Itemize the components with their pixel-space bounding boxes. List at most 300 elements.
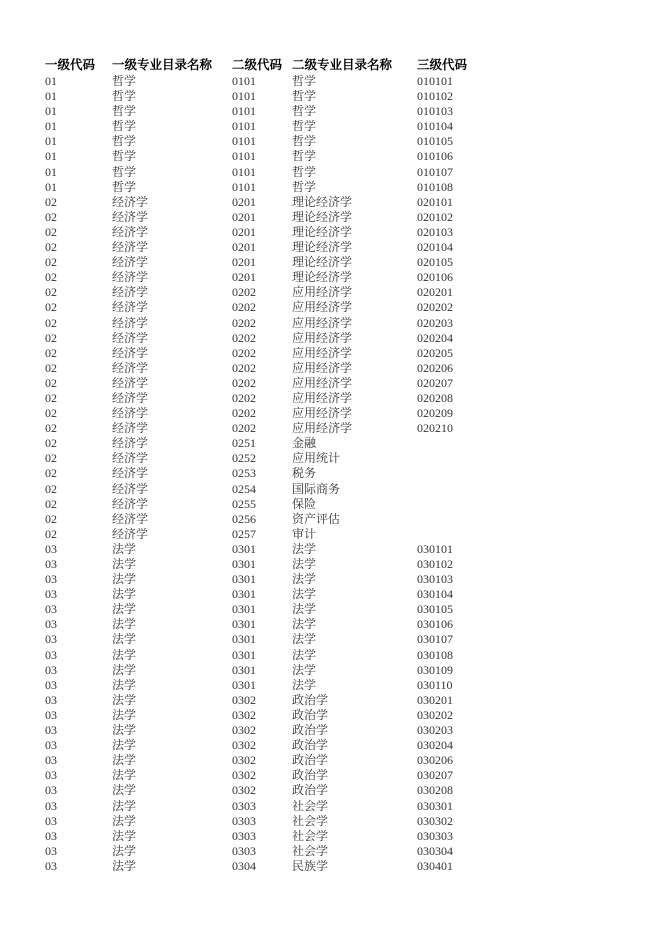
cell: 法学 <box>112 738 137 753</box>
cell: 030201 <box>417 692 453 707</box>
cell: 理论经济学 <box>292 209 353 224</box>
cell: 0201 <box>232 255 256 270</box>
cell: 01 <box>45 89 57 104</box>
cell: 理论经济学 <box>292 240 353 255</box>
cell <box>417 497 507 512</box>
cell: 民族学 <box>292 858 329 873</box>
cell: 030102 <box>417 557 453 571</box>
cell: 02 <box>45 345 57 360</box>
cell: 0302 <box>232 768 256 783</box>
table-row <box>45 768 507 783</box>
cell: 经济学 <box>112 526 149 541</box>
column-header-0: 一级代码 <box>45 58 96 72</box>
column-header-4: 三级代码 <box>417 58 468 72</box>
cell: 03 <box>45 617 57 632</box>
cell: 020103 <box>417 224 453 239</box>
table-row <box>45 859 507 874</box>
cell: 020105 <box>417 255 453 270</box>
cell: 0201 <box>232 194 256 209</box>
cell: 0302 <box>232 783 256 798</box>
cell: 03 <box>45 632 57 647</box>
table-row <box>45 723 507 738</box>
cell: 经济学 <box>112 375 149 390</box>
table-row <box>45 663 507 678</box>
cell: 01 <box>45 119 57 134</box>
cell: 030101 <box>417 541 453 556</box>
cell: 理论经济学 <box>292 224 353 239</box>
table-header-row <box>45 57 507 74</box>
cell: 01 <box>45 149 57 164</box>
cell: 0251 <box>232 436 256 451</box>
cell: 02 <box>45 270 57 285</box>
cell: 020201 <box>417 285 453 300</box>
cell: 02 <box>45 315 57 330</box>
cell: 法学 <box>112 587 137 602</box>
cell: 0301 <box>232 632 256 647</box>
cell: 0255 <box>232 496 256 511</box>
cell <box>417 466 507 481</box>
cell: 02 <box>45 481 57 496</box>
cell: 030109 <box>417 662 453 677</box>
cell: 03 <box>45 723 57 738</box>
table-row <box>45 74 507 89</box>
cell: 哲学 <box>292 89 317 104</box>
cell: 02 <box>45 511 57 526</box>
cell: 理论经济学 <box>292 255 353 270</box>
cell: 010105 <box>417 134 453 149</box>
discipline-catalog-table <box>45 57 507 874</box>
cell: 0302 <box>232 723 256 738</box>
table-row <box>45 436 507 451</box>
cell: 02 <box>45 375 57 390</box>
cell: 法学 <box>112 753 137 768</box>
cell: 政治学 <box>292 768 329 783</box>
cell: 法学 <box>112 768 137 783</box>
cell: 政治学 <box>292 753 329 768</box>
cell: 法学 <box>112 662 137 677</box>
cell: 03 <box>45 843 57 858</box>
cell: 0301 <box>232 557 256 571</box>
cell: 03 <box>45 662 57 677</box>
cell: 审计 <box>292 526 317 541</box>
table-row <box>45 376 507 391</box>
table-row <box>45 844 507 859</box>
cell: 030208 <box>417 783 453 798</box>
cell: 0301 <box>232 662 256 677</box>
cell: 030207 <box>417 768 453 783</box>
table-row <box>45 693 507 708</box>
cell: 法学 <box>112 723 137 738</box>
cell: 0301 <box>232 617 256 632</box>
cell: 03 <box>45 602 57 617</box>
cell: 0201 <box>232 224 256 239</box>
cell: 010101 <box>417 74 453 88</box>
cell: 应用经济学 <box>292 375 353 390</box>
cell: 02 <box>45 436 57 451</box>
cell: 哲学 <box>112 104 137 119</box>
cell: 应用经济学 <box>292 330 353 345</box>
cell: 0256 <box>232 511 256 526</box>
cell: 经济学 <box>112 194 149 209</box>
table-row <box>45 829 507 844</box>
cell: 0301 <box>232 587 256 602</box>
cell: 03 <box>45 707 57 722</box>
cell: 0254 <box>232 481 256 496</box>
cell: 020202 <box>417 300 453 315</box>
cell: 030104 <box>417 587 453 602</box>
cell: 020207 <box>417 375 453 390</box>
cell: 哲学 <box>112 89 137 104</box>
table-row <box>45 331 507 346</box>
cell: 经济学 <box>112 240 149 255</box>
cell: 0101 <box>232 134 256 149</box>
cell: 经济学 <box>112 270 149 285</box>
cell: 社会学 <box>292 798 329 813</box>
cell: 国际商务 <box>292 481 341 496</box>
cell: 01 <box>45 179 57 194</box>
cell: 0101 <box>232 119 256 134</box>
cell: 经济学 <box>112 496 149 511</box>
cell: 0303 <box>232 798 256 813</box>
cell: 0302 <box>232 738 256 753</box>
table-row <box>45 678 507 693</box>
table-row <box>45 195 507 210</box>
cell: 社会学 <box>292 828 329 843</box>
cell: 保险 <box>292 496 317 511</box>
cell: 0253 <box>232 466 256 481</box>
cell: 0101 <box>232 104 256 119</box>
cell: 法学 <box>112 828 137 843</box>
cell: 哲学 <box>112 179 137 194</box>
cell: 010106 <box>417 149 453 164</box>
cell: 哲学 <box>112 119 137 134</box>
cell: 经济学 <box>112 255 149 270</box>
cell: 0101 <box>232 164 256 179</box>
cell: 0304 <box>232 858 256 873</box>
cell: 法学 <box>292 602 317 617</box>
cell: 0101 <box>232 179 256 194</box>
cell: 010108 <box>417 179 453 194</box>
table-row <box>45 799 507 814</box>
cell: 0202 <box>232 330 256 345</box>
cell: 0202 <box>232 285 256 300</box>
cell: 030202 <box>417 707 453 722</box>
cell: 社会学 <box>292 843 329 858</box>
cell: 030401 <box>417 858 453 873</box>
cell: 应用经济学 <box>292 360 353 375</box>
cell: 0202 <box>232 345 256 360</box>
cell: 03 <box>45 572 57 587</box>
cell: 0301 <box>232 677 256 692</box>
cell: 法学 <box>292 662 317 677</box>
cell: 法学 <box>112 798 137 813</box>
cell: 0101 <box>232 89 256 104</box>
cell: 经济学 <box>112 209 149 224</box>
cell: 经济学 <box>112 285 149 300</box>
cell: 02 <box>45 224 57 239</box>
cell: 法学 <box>112 557 137 571</box>
table-row <box>45 316 507 331</box>
cell: 法学 <box>292 541 317 556</box>
cell: 哲学 <box>112 74 137 88</box>
table-row <box>45 240 507 255</box>
table-row <box>45 497 507 512</box>
cell <box>417 436 507 451</box>
cell: 法学 <box>292 572 317 587</box>
table-row <box>45 134 507 149</box>
cell: 法学 <box>292 632 317 647</box>
cell: 哲学 <box>292 134 317 149</box>
table-row <box>45 285 507 300</box>
cell: 02 <box>45 451 57 466</box>
cell: 01 <box>45 134 57 149</box>
cell: 030206 <box>417 753 453 768</box>
cell: 010107 <box>417 164 453 179</box>
cell: 020106 <box>417 270 453 285</box>
cell: 030107 <box>417 632 453 647</box>
cell: 0202 <box>232 360 256 375</box>
table-row <box>45 165 507 180</box>
cell: 0303 <box>232 828 256 843</box>
cell: 应用经济学 <box>292 285 353 300</box>
cell: 法学 <box>292 557 317 571</box>
table-header <box>45 57 507 74</box>
table-row <box>45 557 507 572</box>
cell: 资产评估 <box>292 511 341 526</box>
cell: 03 <box>45 692 57 707</box>
cell: 0202 <box>232 421 256 436</box>
cell: 03 <box>45 753 57 768</box>
cell: 020206 <box>417 360 453 375</box>
cell: 030108 <box>417 647 453 662</box>
cell: 经济学 <box>112 451 149 466</box>
cell <box>417 451 507 466</box>
column-header-3: 二级专业目录名称 <box>292 58 393 72</box>
cell: 应用经济学 <box>292 345 353 360</box>
cell <box>417 527 507 542</box>
cell: 哲学 <box>292 164 317 179</box>
cell: 哲学 <box>292 179 317 194</box>
cell: 0201 <box>232 270 256 285</box>
table-body <box>45 74 507 874</box>
table-row <box>45 180 507 195</box>
cell: 02 <box>45 466 57 481</box>
cell: 0301 <box>232 602 256 617</box>
cell: 0202 <box>232 406 256 421</box>
cell: 哲学 <box>112 164 137 179</box>
table-row <box>45 542 507 557</box>
table-row <box>45 255 507 270</box>
table-row <box>45 406 507 421</box>
table-row <box>45 361 507 376</box>
cell: 0303 <box>232 813 256 828</box>
table-row <box>45 225 507 240</box>
cell: 政治学 <box>292 723 329 738</box>
cell: 税务 <box>292 466 317 481</box>
cell: 哲学 <box>112 149 137 164</box>
table-row <box>45 270 507 285</box>
table-row <box>45 632 507 647</box>
cell: 02 <box>45 526 57 541</box>
table-row <box>45 346 507 361</box>
cell: 01 <box>45 74 57 88</box>
cell: 经济学 <box>112 224 149 239</box>
cell: 法学 <box>112 707 137 722</box>
cell <box>417 512 507 527</box>
cell: 哲学 <box>292 149 317 164</box>
cell: 030304 <box>417 843 453 858</box>
table-row <box>45 708 507 723</box>
cell: 0101 <box>232 149 256 164</box>
cell: 法学 <box>112 541 137 556</box>
cell: 应用经济学 <box>292 315 353 330</box>
cell: 02 <box>45 255 57 270</box>
cell: 030302 <box>417 813 453 828</box>
cell: 社会学 <box>292 813 329 828</box>
cell: 应用经济学 <box>292 300 353 315</box>
cell: 03 <box>45 783 57 798</box>
cell: 030303 <box>417 828 453 843</box>
cell: 法学 <box>112 647 137 662</box>
cell: 法学 <box>292 647 317 662</box>
cell: 0202 <box>232 375 256 390</box>
cell: 应用经济学 <box>292 421 353 436</box>
table-row <box>45 783 507 798</box>
cell: 0201 <box>232 240 256 255</box>
cell: 经济学 <box>112 300 149 315</box>
cell: 经济学 <box>112 511 149 526</box>
cell: 020101 <box>417 194 453 209</box>
cell: 020208 <box>417 390 453 405</box>
cell: 030110 <box>417 677 453 692</box>
cell: 020104 <box>417 240 453 255</box>
cell: 理论经济学 <box>292 194 353 209</box>
table-row <box>45 587 507 602</box>
cell: 法学 <box>112 632 137 647</box>
cell: 经济学 <box>112 330 149 345</box>
cell: 02 <box>45 330 57 345</box>
cell: 法学 <box>112 677 137 692</box>
cell: 02 <box>45 300 57 315</box>
document-page <box>45 57 507 874</box>
cell: 03 <box>45 647 57 662</box>
cell: 经济学 <box>112 406 149 421</box>
cell: 0202 <box>232 315 256 330</box>
cell: 哲学 <box>292 119 317 134</box>
cell: 02 <box>45 496 57 511</box>
cell: 030106 <box>417 617 453 632</box>
cell: 0201 <box>232 209 256 224</box>
cell: 0301 <box>232 647 256 662</box>
cell: 法学 <box>112 813 137 828</box>
table-row <box>45 602 507 617</box>
cell: 03 <box>45 858 57 873</box>
table-row <box>45 421 507 436</box>
cell: 理论经济学 <box>292 270 353 285</box>
cell: 0302 <box>232 707 256 722</box>
cell: 02 <box>45 406 57 421</box>
cell: 经济学 <box>112 345 149 360</box>
column-header-1: 一级专业目录名称 <box>112 58 213 72</box>
cell: 02 <box>45 285 57 300</box>
cell: 03 <box>45 587 57 602</box>
cell: 政治学 <box>292 738 329 753</box>
table-row <box>45 527 507 542</box>
cell: 03 <box>45 768 57 783</box>
cell: 经济学 <box>112 315 149 330</box>
cell: 020203 <box>417 315 453 330</box>
table-row <box>45 753 507 768</box>
cell: 03 <box>45 677 57 692</box>
cell: 法学 <box>112 617 137 632</box>
cell: 应用经济学 <box>292 390 353 405</box>
cell: 经济学 <box>112 466 149 481</box>
cell: 哲学 <box>292 74 317 88</box>
cell: 02 <box>45 194 57 209</box>
column-header-2: 二级代码 <box>232 58 283 72</box>
cell: 03 <box>45 798 57 813</box>
cell: 0202 <box>232 390 256 405</box>
cell: 法学 <box>112 602 137 617</box>
cell: 030105 <box>417 602 453 617</box>
table-row <box>45 738 507 753</box>
cell: 020205 <box>417 345 453 360</box>
cell: 03 <box>45 738 57 753</box>
cell: 02 <box>45 360 57 375</box>
table-row <box>45 300 507 315</box>
cell: 0252 <box>232 451 256 466</box>
cell: 哲学 <box>292 104 317 119</box>
table-row <box>45 391 507 406</box>
cell: 政治学 <box>292 783 329 798</box>
table-row <box>45 89 507 104</box>
cell: 应用经济学 <box>292 406 353 421</box>
cell: 经济学 <box>112 481 149 496</box>
cell: 02 <box>45 209 57 224</box>
cell: 0101 <box>232 74 256 88</box>
cell: 0257 <box>232 526 256 541</box>
cell: 0303 <box>232 843 256 858</box>
cell: 020209 <box>417 406 453 421</box>
cell: 030301 <box>417 798 453 813</box>
cell: 法学 <box>292 617 317 632</box>
cell: 法学 <box>112 843 137 858</box>
cell: 0301 <box>232 541 256 556</box>
table-row <box>45 482 507 497</box>
cell: 020102 <box>417 209 453 224</box>
cell: 02 <box>45 390 57 405</box>
cell: 03 <box>45 541 57 556</box>
cell: 经济学 <box>112 436 149 451</box>
cell: 03 <box>45 828 57 843</box>
table-row <box>45 466 507 481</box>
cell: 030204 <box>417 738 453 753</box>
cell: 0301 <box>232 572 256 587</box>
cell: 法学 <box>112 783 137 798</box>
cell: 020204 <box>417 330 453 345</box>
cell: 02 <box>45 421 57 436</box>
cell: 经济学 <box>112 390 149 405</box>
table-row <box>45 814 507 829</box>
table-row <box>45 512 507 527</box>
cell: 经济学 <box>112 360 149 375</box>
table-row <box>45 119 507 134</box>
cell: 010104 <box>417 119 453 134</box>
table-row <box>45 149 507 164</box>
table-row <box>45 451 507 466</box>
cell: 法学 <box>112 572 137 587</box>
cell: 0302 <box>232 753 256 768</box>
